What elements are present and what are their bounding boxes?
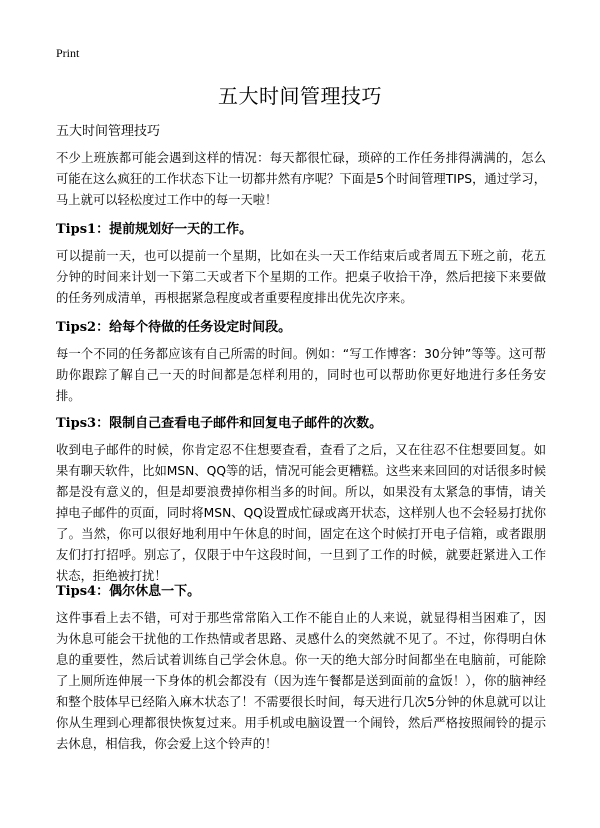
tip-heading-3: Tips3：限制自己查看电子邮件和回复电子邮件的次数。 bbox=[56, 416, 383, 431]
tip-heading-2: Tips2：给每个待做的任务设定时间段。 bbox=[56, 320, 292, 335]
print-link[interactable]: Print bbox=[56, 46, 80, 60]
tip-heading-4: Tips4：偶尔休息一下。 bbox=[56, 584, 201, 599]
tip-body-3: 收到电子邮件的时候，你肯定忍不住想要查看，查看了之后，又在往忍不住想要回复。如果有聊天软件，比如MSN、QQ等的话，情况可能会更糟糕。这些来来回回的对话很多时候都是没有意义的，但是却要浪费掉你相当多的时间。所以，如果没有太紧急的事情，请关掉电子邮件的页面，同时将MSN、QQ设置成忙碌或离开状态，这样别人也不会轻易打扰你了。当然，你可以很好地利用中午休息的时间，固定在这个时候打开电子信箱，或者跟朋友们打打招呼。别忘了，仅限于中午这段时间，一旦到了工作的时候，就要赶紧进入工作状态，拒绝被打扰！ bbox=[56, 443, 546, 583]
intro-paragraph: 不少上班族都可能会遇到这样的情况：每天都很忙碌，琐碎的工作任务排得满满的，怎么可能在这么疯狂的工作状态下让一切都井然有序呢？下面是5个时间管理TIPS，通过学习，马上就可以轻松度过工作中的每一天啦！ bbox=[56, 151, 546, 207]
tip-body-4: 这件事看上去不错，可对于那些常常陷入工作不能自止的人来说，就显得相当困难了，因为休息可能会干扰他的工作热情或者思路、灵感什么的突然就不见了。不过，你得明白休息的重要性，然后试着训练自己学会休息。你一天的绝大部分时间都坐在电脑前，可能除了上厕所连伸展一下身体的机会都没有（因为连午餐都是送到面前的盒饭！），你的脑神经和整个肢体早已经陷入麻木状态了！不需要很长时间，每天进行几次5分钟的休息就可以让你从生理到心理都很快恢复过来。用手机或电脑设置一个闹铃，然后严格按照闹铃的提示去休息，相信我，你会爱上这个铃声的！ bbox=[56, 611, 546, 751]
tip-body-2: 每一个不同的任务都应该有自己所需的时间。例如：“写工作博客：30分钟”等等。这可帮助你跟踪了解自己一天的时间都是怎样利用的，同时也可以帮助你更好地进行多任务安排。 bbox=[56, 347, 546, 403]
tip-heading-1: Tips1：提前规划好一天的工作。 bbox=[56, 222, 253, 237]
tip-body-1: 可以提前一天，也可以提前一个星期，比如在头一天工作结束后或者周五下班之前，花五分钟的时间来计划一下第二天或者下个星期的工作。把桌子收拾干净，然后把接下来要做的任务列成清单，再根据紧急程度或者重要程度排出优先次序来。 bbox=[56, 249, 546, 305]
article-subtitle: 五大时间管理技巧 bbox=[56, 124, 161, 139]
page-title: 五大时间管理技巧 bbox=[218, 84, 382, 108]
